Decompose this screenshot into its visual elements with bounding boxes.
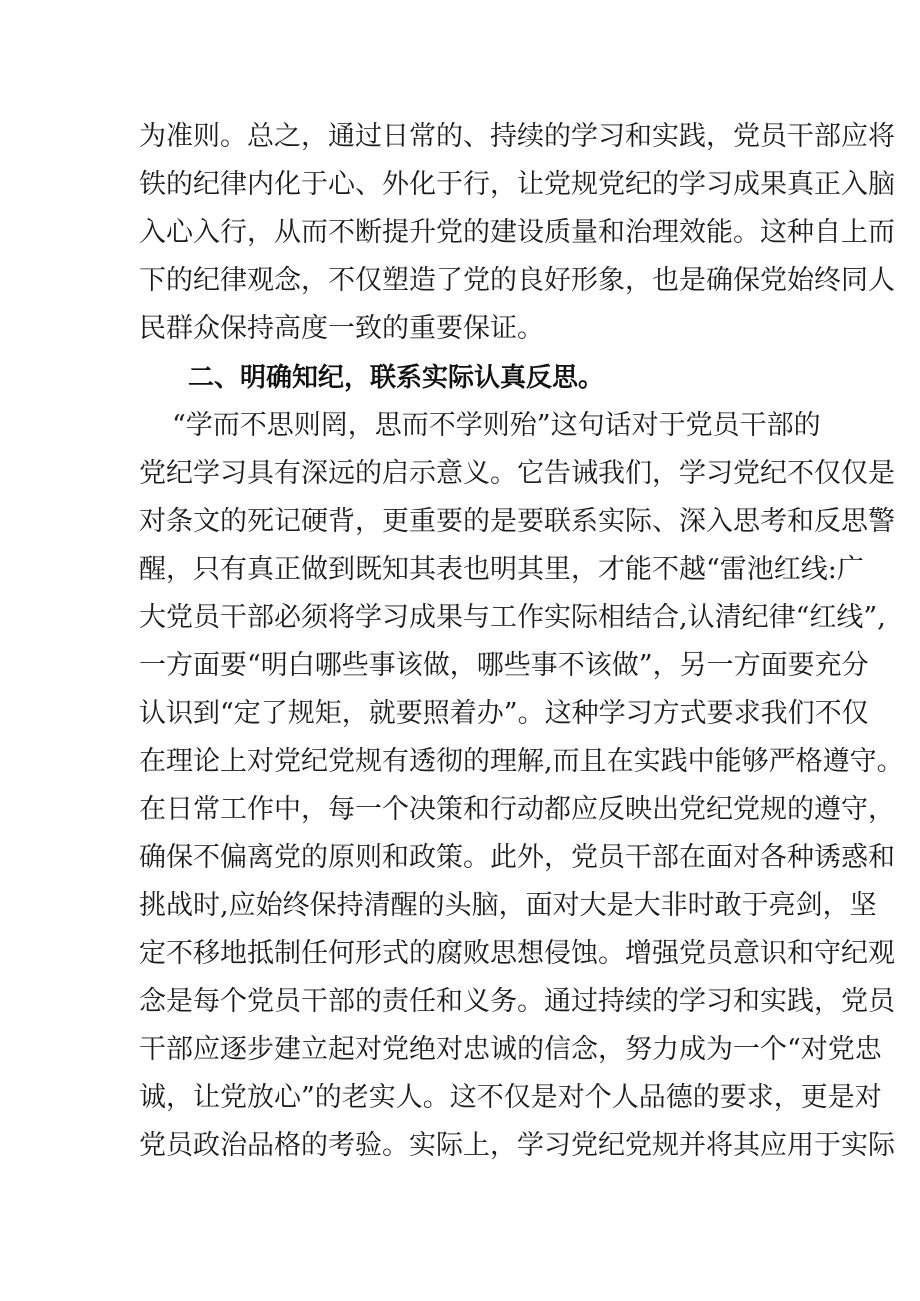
paragraph-2-line-6: 一方面要“明白哪些事该做，哪些事不该做”，另一方面要充分 bbox=[139, 650, 869, 681]
paragraph-2-line-15: 诚，让党放心”的老实人。这不仅是对个人品德的要求，更是对 bbox=[139, 1082, 882, 1113]
paragraph-2-line-13: 念是每个党员干部的责任和义务。通过持续的学习和实践，党员 bbox=[139, 986, 895, 1017]
paragraph-2-line-5: 大党员干部必须将学习成果与工作实际相结合,认清纪律“红线”, bbox=[139, 602, 886, 633]
paragraph-1-line-1: 为准则。总之，通过日常的、持续的学习和实践，党员干部应将 bbox=[139, 121, 895, 152]
paragraph-1-line-4: 下的纪律观念，不仅塑造了党的良好形象，也是确保党始终同人 bbox=[139, 265, 895, 296]
paragraph-2-line-11: 挑战时,应始终保持清醒的头脑，面对大是大非时敢于亮剑，坚 bbox=[139, 890, 877, 921]
paragraph-1-line-2: 铁的纪律内化于心、外化于行，让党规党纪的学习成果真正入脑 bbox=[139, 169, 895, 200]
paragraph-1-line-3: 入心入行，从而不断提升党的建设质量和治理效能。这种自上而 bbox=[139, 217, 895, 248]
section-heading: 二、明确知纪，联系实际认真反思。 bbox=[188, 363, 605, 393]
paragraph-2-line-12: 定不移地抵制任何形式的腐败思想侵蚀。增强党员意识和守纪观 bbox=[139, 938, 895, 969]
paragraph-2-line-9: 在日常工作中，每一个决策和行动都应反映出党纪党规的遵守， bbox=[139, 794, 895, 825]
paragraph-2-line-10: 确保不偏离党的原则和政策。此外，党员干部在面对各种诱惑和 bbox=[139, 842, 895, 873]
paragraph-2-line-16: 党员政治品格的考验。实际上，学习党纪党规并将其应用于实际 bbox=[139, 1130, 895, 1161]
paragraph-2-line-3: 对条文的死记硬背，更重要的是要联系实际、深入思考和反思警 bbox=[139, 506, 895, 537]
paragraph-2-line-1: “学而不思则罔，思而不学则殆”这句话对于党员干部的 bbox=[172, 410, 821, 441]
paragraph-2-line-14: 干部应逐步建立起对党绝对忠诚的信念，努力成为一个“对党忠 bbox=[139, 1034, 882, 1065]
paragraph-2-line-2: 党纪学习具有深远的启示意义。它告诫我们，学习党纪不仅仅是 bbox=[139, 458, 895, 489]
paragraph-1-line-5: 民群众保持高度一致的重要保证。 bbox=[139, 313, 544, 344]
paragraph-2-line-4: 醒，只有真正做到既知其表也明其里，才能不越“雷池红线:广 bbox=[139, 554, 864, 585]
paragraph-2-line-7: 认识到“定了规矩，就要照着办”。这种学习方式要求我们不仅 bbox=[139, 698, 869, 729]
paragraph-2-line-8: 在理论上对党纪党规有透彻的理解,而且在实践中能够严格遵守。 bbox=[139, 746, 904, 777]
